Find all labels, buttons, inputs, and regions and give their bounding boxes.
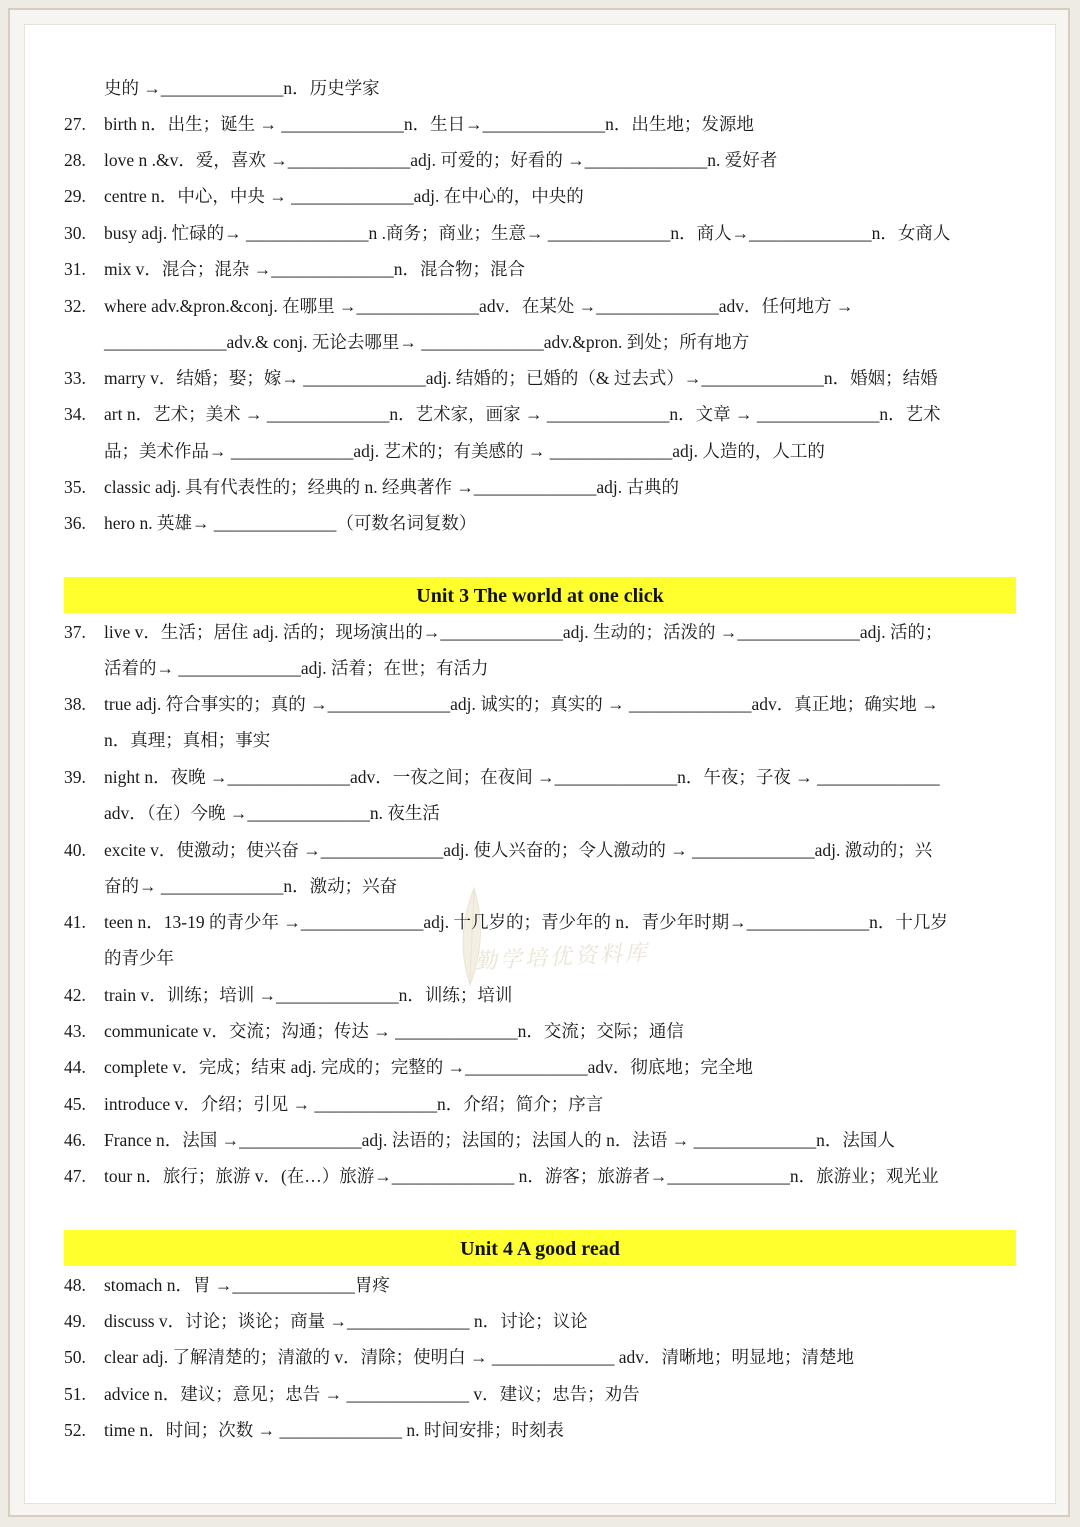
entry-number: 34.: [64, 404, 86, 424]
entry-number: 50.: [64, 1347, 86, 1367]
entry-text: train v．训练；培训 →______________n．训练；培训: [104, 985, 513, 1005]
watermark-text: 勤学培优资料库: [474, 940, 651, 975]
entry-text: 奋的→ ______________n．激动；兴奋: [104, 876, 398, 896]
entry-text: hero n. 英雄→ ______________（可数名词复数）: [104, 513, 477, 533]
entry-number: 48.: [64, 1275, 86, 1295]
entry-number: 45.: [64, 1094, 86, 1114]
entry-number: 30.: [64, 223, 86, 243]
entry-text: tour n．旅行；旅游 v．(在…）旅游→______________ n．游客；旅游者→______________n．旅游业；观光业: [104, 1166, 939, 1186]
vocab-entry: [64, 1086, 1024, 1122]
entry-text: France n．法国 →______________adj. 法语的；法国的；法国人的 n．法语 → ______________n．法国人: [104, 1130, 895, 1150]
vocab-entry: [64, 142, 1024, 178]
unit-heading: Unit 3 The world at one click: [64, 577, 1016, 613]
entry-number: 42.: [64, 985, 86, 1005]
entry-text: where adv.&pron.&conj. 在哪里 →______________adv．在某处 →______________adv．任何地方 →: [104, 296, 854, 316]
entry-number: 52.: [64, 1420, 86, 1440]
vocab-entry: [104, 868, 1024, 904]
vocab-entry: [64, 614, 1024, 650]
vocab-entry: [64, 1122, 1024, 1158]
entry-text: centre n．中心，中央 → ______________adj. 在中心的，中央的: [104, 186, 584, 206]
vocab-entry: [64, 396, 1024, 432]
entry-text: communicate v．交流；沟通；传达 → ______________n．交流；交际；通信: [104, 1021, 684, 1041]
entry-number: 32.: [64, 296, 86, 316]
vocab-entry: [64, 904, 1024, 940]
entry-text: complete v．完成；结束 adj. 完成的；完整的 →______________adv．彻底地；完全地: [104, 1057, 753, 1077]
vocab-entry: [64, 469, 1024, 505]
entry-text: adv．（在）今晚 →______________n. 夜生活: [104, 803, 440, 823]
vocab-entry: [64, 1339, 1024, 1375]
vocab-entry: [64, 1158, 1024, 1194]
vocab-entry: [64, 1376, 1024, 1412]
vocab-entry: [104, 650, 1024, 686]
entry-text: teen n．13-19 的青少年 →______________adj. 十几岁的；青少年的 n．青少年时期→______________n．十几岁: [104, 912, 948, 932]
entry-text: birth n．出生；诞生 → ______________n．生日→______________n．出生地；发源地: [104, 114, 754, 134]
entry-number: 46.: [64, 1130, 86, 1150]
entry-number: 51.: [64, 1384, 86, 1404]
entry-text: classic adj. 具有代表性的；经典的 n. 经典著作 →______________adj. 古典的: [104, 477, 680, 497]
entry-number: 27.: [64, 114, 86, 134]
entry-text: advice n．建议；意见；忠告 → ______________ v．建议；忠告；劝告: [104, 1384, 640, 1404]
entry-number: 49.: [64, 1311, 86, 1331]
entry-text: night n．夜晚 →______________adv．一夜之间；在夜间 →______________n．午夜；子夜 → ______________: [104, 767, 940, 787]
vocab-entry: [64, 178, 1024, 214]
vocab-entry: [64, 1049, 1024, 1085]
vocab-entry: [64, 759, 1024, 795]
vocab-entry: [104, 70, 1024, 106]
unit-heading: Unit 4 A good read: [64, 1230, 1016, 1266]
entry-number: 31.: [64, 259, 86, 279]
entry-text: stomach n．胃 →______________胃疼: [104, 1275, 390, 1295]
entry-text: marry v．结婚；娶；嫁→ ______________adj. 结婚的；已婚的（& 过去式）→______________n．婚姻；结婚: [104, 368, 938, 388]
entry-text: mix v．混合；混杂 →______________n．混合物；混合: [104, 259, 525, 279]
vocab-entry: [64, 360, 1024, 396]
vocab-entry: [104, 940, 1024, 976]
entry-text: live v．生活；居住 adj. 活的；现场演出的→______________adj. 生动的；活泼的 →______________adj. 活的；: [104, 622, 943, 642]
entry-number: 33.: [64, 368, 86, 388]
entry-text: 的青少年: [104, 948, 174, 968]
entry-number: 36.: [64, 513, 86, 533]
entry-text: 品；美术作品→ ______________adj. 艺术的；有美感的 → ______________adj. 人造的，人工的: [104, 441, 825, 461]
vocab-entry: [104, 795, 1024, 831]
entry-text: true adj. 符合事实的；真的 →______________adj. 诚实的；真实的 → ______________adv．真正地；确实地 →: [104, 694, 939, 714]
entry-text: art n．艺术；美术 → ______________n．艺术家，画家 → ______________n．文章 → ______________n．艺术: [104, 404, 941, 424]
vocab-entry: [104, 722, 1024, 758]
entry-text: time n．时间；次数 → ______________ n. 时间安排；时刻表: [104, 1420, 564, 1440]
entry-text: 史的 →______________n．历史学家: [104, 78, 380, 98]
entry-number: 28.: [64, 150, 86, 170]
vocab-entry: [64, 505, 1024, 541]
entry-text: love n .&v．爱，喜欢 →______________adj. 可爱的；好看的 →______________n. 爱好者: [104, 150, 778, 170]
vocab-entry: [64, 1267, 1024, 1303]
vocab-entry: [64, 1412, 1024, 1448]
vocab-entry: [64, 1303, 1024, 1339]
entry-number: 43.: [64, 1021, 86, 1041]
vocab-entry: [104, 324, 1024, 360]
entry-number: 41.: [64, 912, 86, 932]
entry-number: 40.: [64, 840, 86, 860]
entry-number: 47.: [64, 1166, 86, 1186]
entry-text: clear adj. 了解清楚的；清澈的 v．清除；使明白 → ______________ adv．清晰地；明显地；清楚地: [104, 1347, 855, 1367]
vocab-entry: [64, 106, 1024, 142]
entry-number: 44.: [64, 1057, 86, 1077]
entry-number: 38.: [64, 694, 86, 714]
vocab-entry: [64, 1013, 1024, 1049]
vocab-entry: [104, 433, 1024, 469]
entry-text: excite v．使激动；使兴奋 →______________adj. 使人兴奋的；令人激动的 → ______________adj. 激动的；兴: [104, 840, 933, 860]
entry-text: 活着的→ ______________adj. 活着；在世；有活力: [104, 658, 489, 678]
entry-text: busy adj. 忙碌的→ ______________n .商务；商业；生意→ ______________n．商人→______________n．女商人: [104, 223, 951, 243]
vocab-entry: [64, 251, 1024, 287]
entry-text: introduce v．介绍；引见 → ______________n．介绍；简介；序言: [104, 1094, 604, 1114]
entry-text: n．真理；真相；事实: [104, 730, 271, 750]
vocab-entry: [64, 215, 1024, 251]
entry-text: discuss v．讨论；谈论；商量 →______________ n．讨论；议论: [104, 1311, 588, 1331]
entry-number: 35.: [64, 477, 86, 497]
entry-number: 29.: [64, 186, 86, 206]
vocab-entry: [64, 977, 1024, 1013]
vocab-entry: [64, 686, 1024, 722]
entry-number: 37.: [64, 622, 86, 642]
vocab-entry: [64, 832, 1024, 868]
vocab-entry: [64, 288, 1024, 324]
entry-number: 39.: [64, 767, 86, 787]
entry-text: ______________adv.& conj. 无论去哪里→ ______________adv.&pron. 到处；所有地方: [104, 332, 750, 352]
